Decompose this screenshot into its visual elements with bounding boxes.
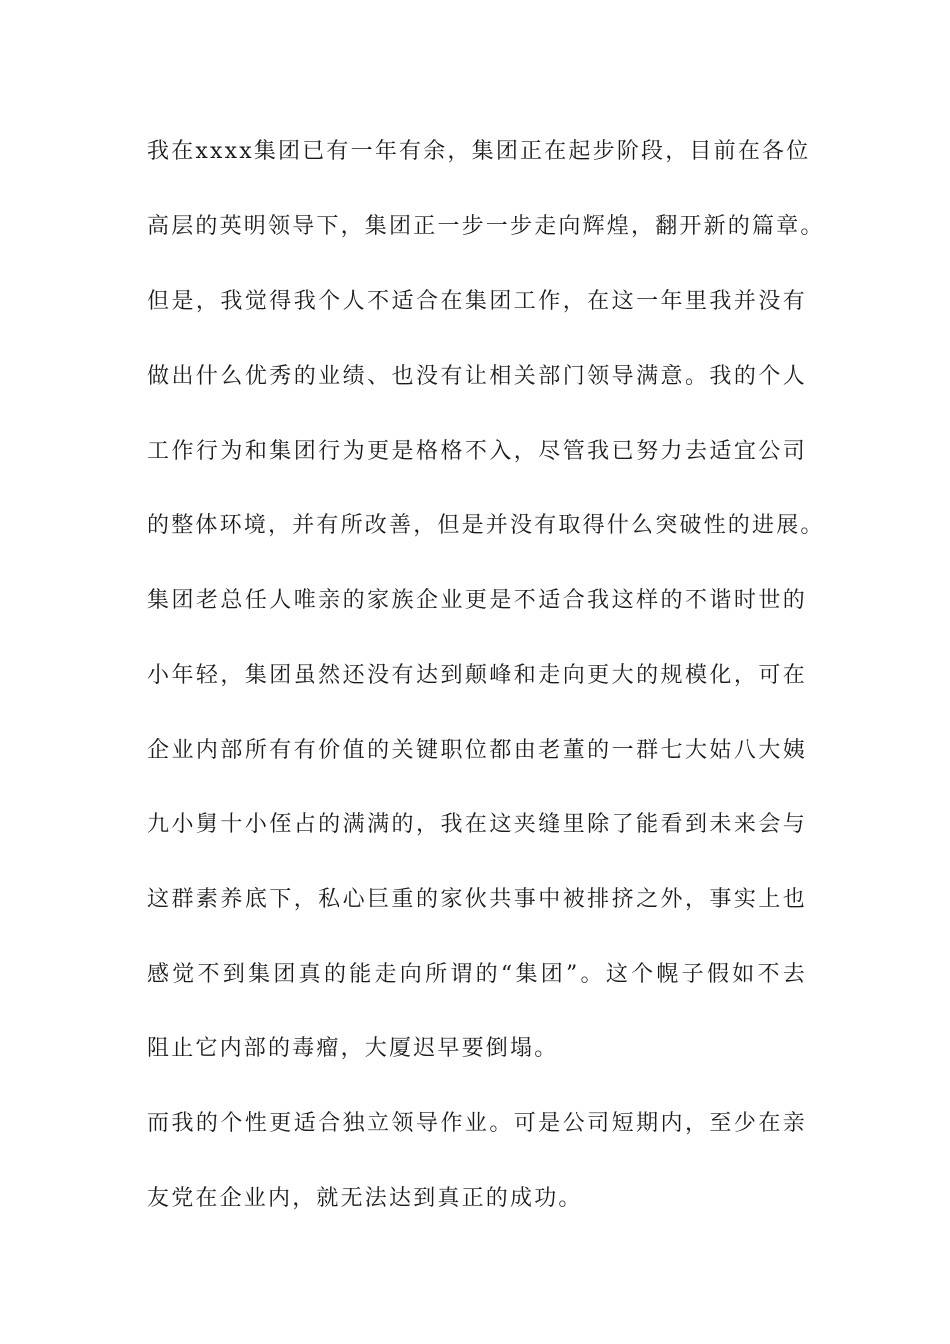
paragraph-line: 我在xxxx集团已有一年有余，集团正在起步阶段，目前在各位 xyxy=(147,139,811,164)
paragraph-line: 阻止它内部的毒瘤，大厦迟早要倒塌。 xyxy=(147,1036,559,1061)
paragraph-line: 高层的英明领导下，集团正一步一步走向辉煌，翻开新的篇章。 xyxy=(147,214,825,239)
paragraph-line: 友党在企业内，就无法达到真正的成功。 xyxy=(147,1186,583,1211)
paragraph-line: 九小舅十小侄占的满满的，我在这夹缝里除了能看到未来会与 xyxy=(147,812,807,837)
paragraph-line: 的整体环境，并有所改善，但是并没有取得什么突破性的进展。 xyxy=(147,513,825,538)
paragraph-line: 小年轻，集团虽然还没有达到颠峰和走向更大的规模化，可在 xyxy=(147,663,807,688)
paragraph-line: 企业内部所有有价值的关键职位都由老董的一群七大姑八大姨 xyxy=(147,738,807,763)
paragraph-line: 集团老总任人唯亲的家族企业更是不适合我这样的不谐时世的 xyxy=(147,588,807,613)
paragraph-line: 但是，我觉得我个人不适合在集团工作，在这一年里我并没有 xyxy=(147,289,807,314)
paragraph-line: 而我的个性更适合独立领导作业。可是公司短期内，至少在亲 xyxy=(147,1111,807,1136)
paragraph-line: 感觉不到集团真的能走向所谓的“集团”。这个幌子假如不去 xyxy=(147,962,807,987)
paragraph-line: 这群素养底下，私心巨重的家伙共事中被排挤之外，事实上也 xyxy=(147,887,807,912)
paragraph-line: 工作行为和集团行为更是格格不入，尽管我已努力去适宜公司 xyxy=(147,439,807,464)
paragraph-line: 做出什么优秀的业绩、也没有让相关部门领导满意。我的个人 xyxy=(147,364,807,389)
